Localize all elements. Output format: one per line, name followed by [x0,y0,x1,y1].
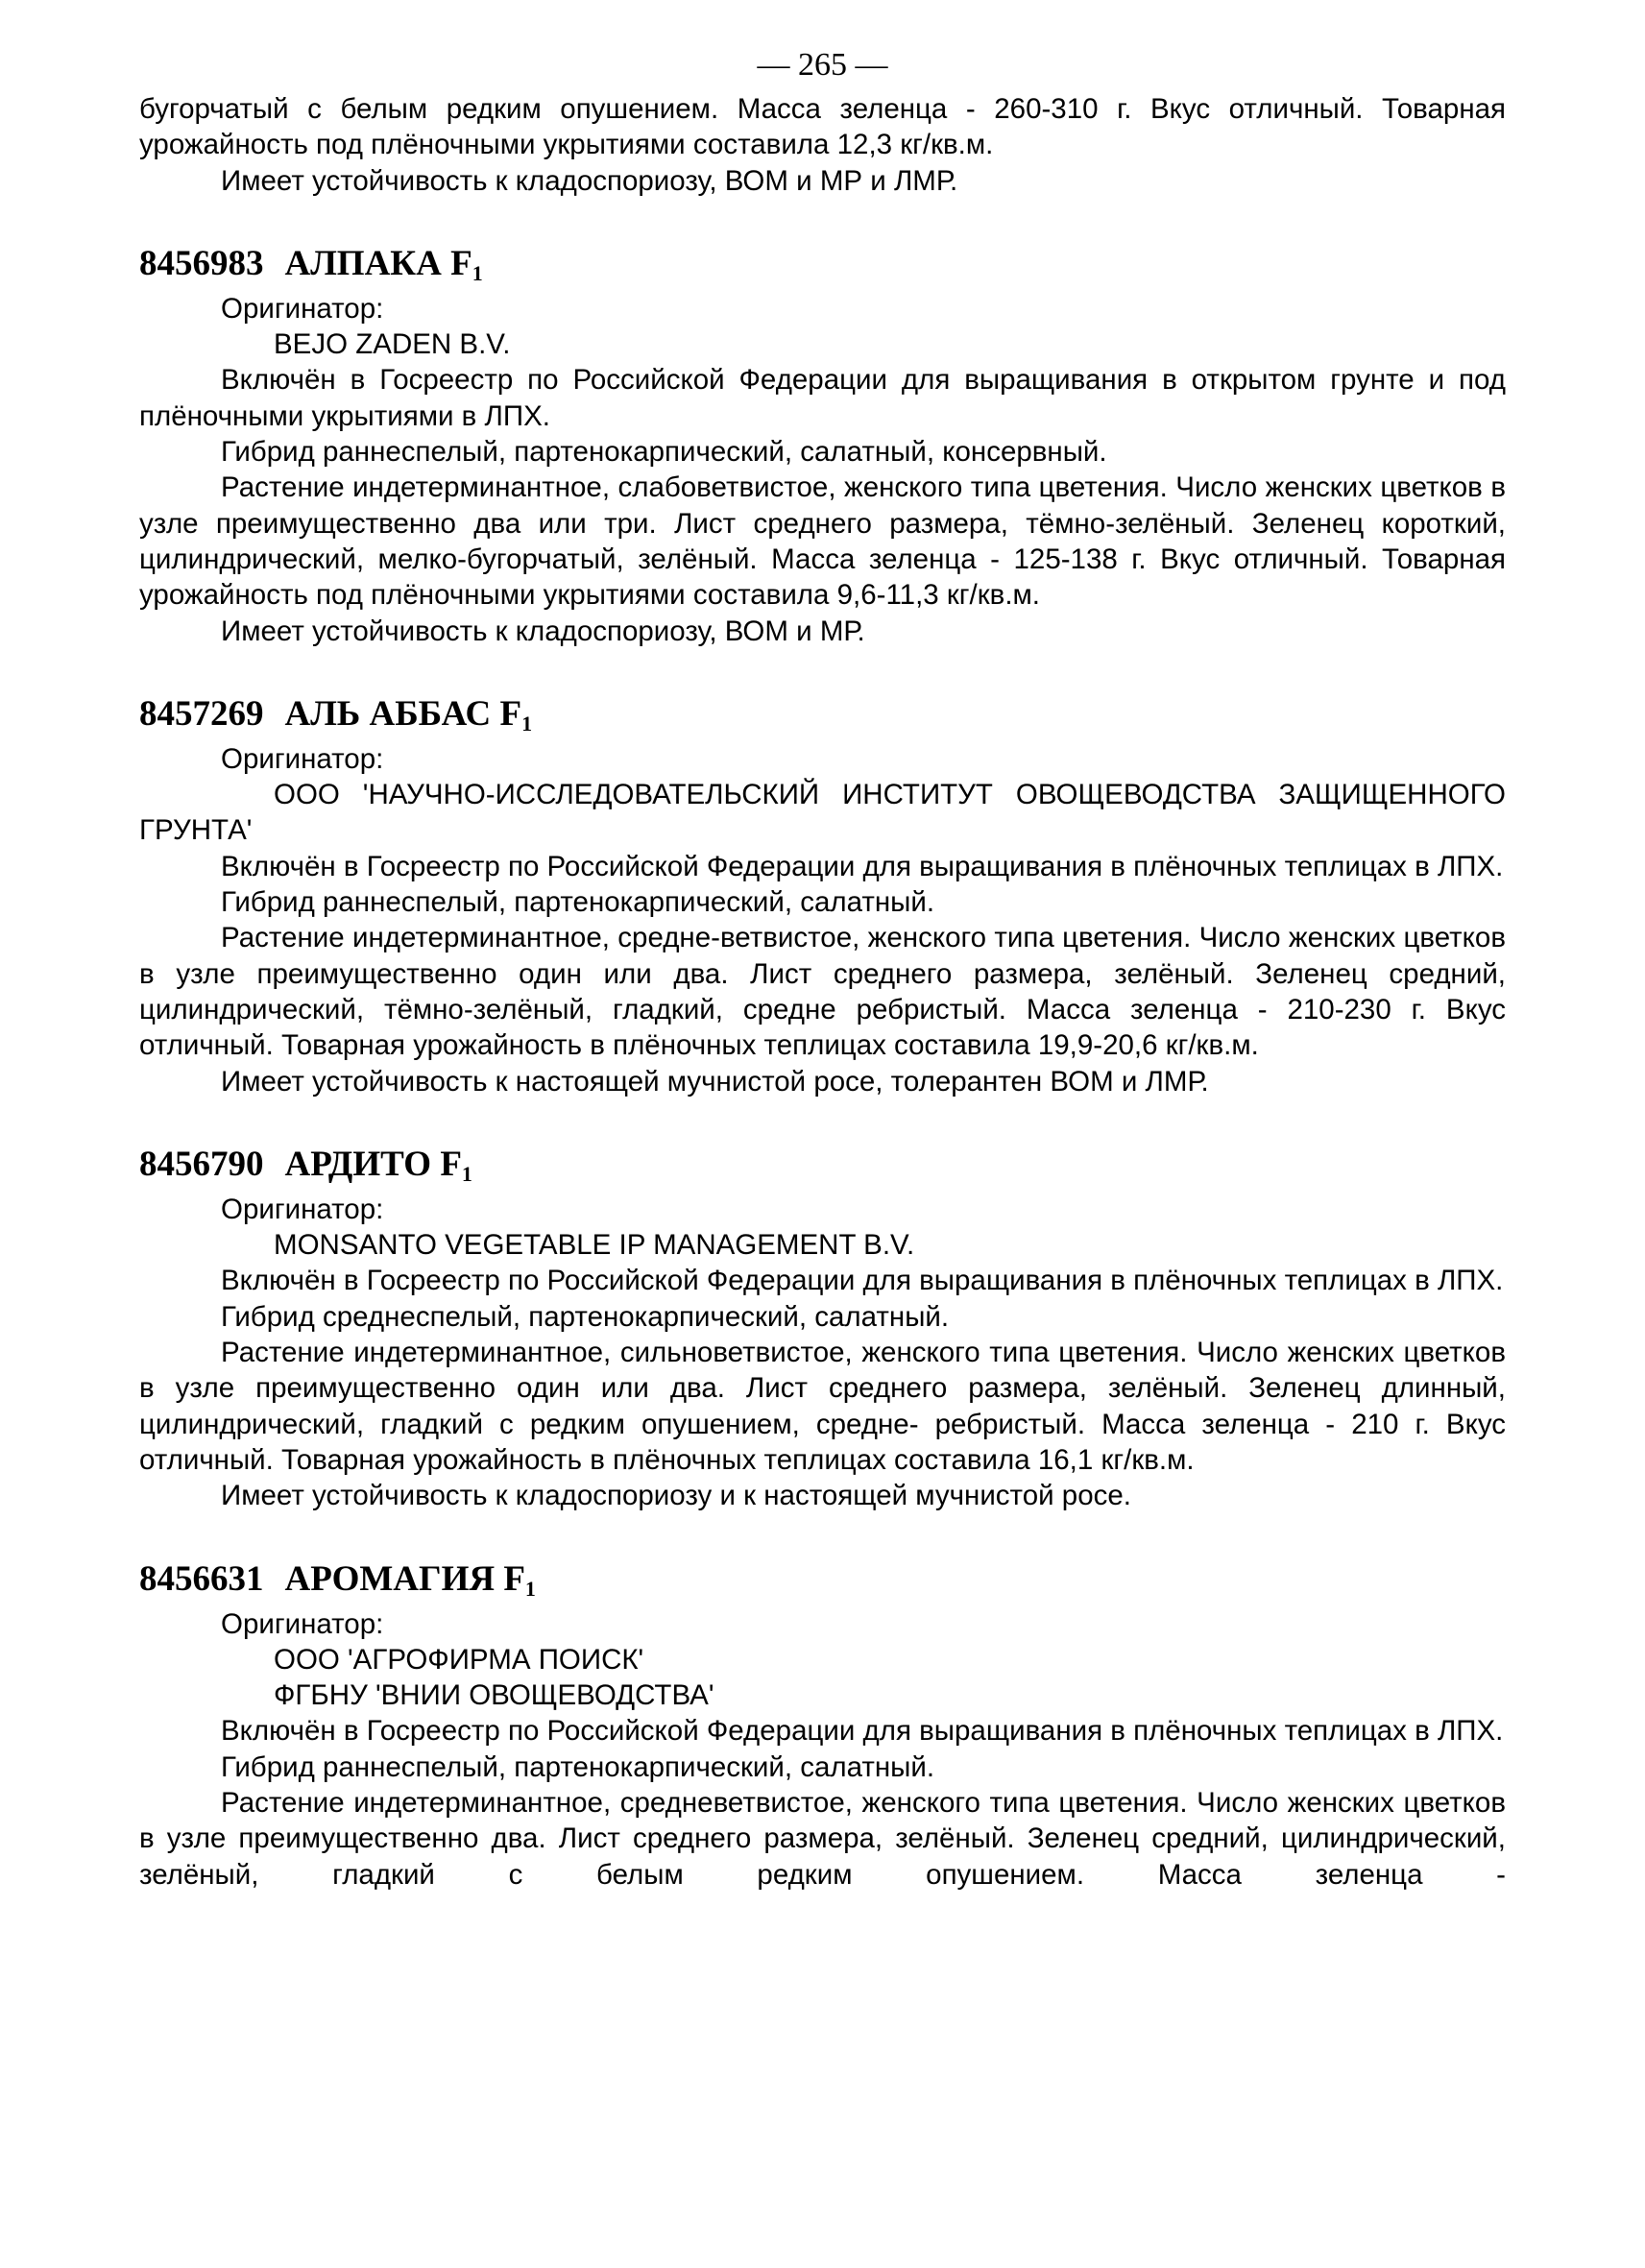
registry-text: Включён в Госреестр по Российской Федерации для выращивания в плёночных теплицах в ЛПХ. [221,1715,1504,1748]
originator-label: Оригинатор: [221,292,384,325]
entry-name: АРОМАГИЯ F [284,1558,525,1599]
entry-subscript: 1 [524,1576,536,1601]
hybrid-text: Гибрид раннеспелый, партенокарпический, салатный. [221,886,935,919]
intro-resistance: Имеет устойчивость к кладоспориозу, ВОМ и МР и ЛМР. [221,164,958,197]
resistance-text: Имеет устойчивость к кладоспориозу, ВОМ и МР. [221,615,865,647]
entry-subscript: 1 [472,260,483,285]
entry-code: 8457269 [139,693,264,734]
entry-name: АЛЬ АББАС F [284,693,522,734]
originator-label: Оригинатор: [221,742,384,775]
description-text: Растение индетерминантное, средне-ветвистое, женского типа цветения. Число женских цветков в узле преимущественно один или два. Лист среднего размера, зелёный. Зеленец средний, цилиндрический, тёмно-зелёный, гладкий, средне ребристый. Масса зеленца - 210-230 г. Вкус отличный. Товарная урожайность в плёночных теплицах составила 19,9-20,6 кг/кв.м. [139,922,1506,1062]
resistance-text: Имеет устойчивость к кладоспориозу и к настоящей мучнистой росе. [221,1480,1131,1512]
entry-subscript: 1 [521,711,533,736]
entry-code: 8456790 [139,1144,264,1184]
originator-name: ООО 'НАУЧНО-ИССЛЕДОВАТЕЛЬСКИЙ ИНСТИТУТ ОВОЩЕВОДСТВА ЗАЩИЩЕННОГО ГРУНТА' [139,779,1506,847]
entry-subscript: 1 [461,1161,472,1186]
entry-code: 8456631 [139,1558,264,1599]
entry-heading-ardito [139,1144,1506,1186]
entry-heading-al-abbas [139,693,1506,736]
entry-name: АРДИТО F [284,1144,462,1184]
page-number: — 265 — [757,47,888,83]
originator-label: Оригинатор: [221,1193,384,1225]
intro-paragraph: бугорчатый с белым редким опушением. Масса зеленца - 260-310 г. Вкус отличный. Товарная урожайность под плёночными укрытиями составила 12,3 кг/кв.м. [139,93,1506,161]
originator-label: Оригинатор: [221,1607,384,1640]
hybrid-text: Гибрид раннеспелый, партенокарпический, салатный, консервный. [221,436,1107,469]
originator-name: MONSANTO VEGETABLE IP MANAGEMENT B.V. [274,1229,915,1262]
document-page [139,46,1506,1893]
entry-code: 8456983 [139,243,264,283]
description-text: Растение индетерминантное, средневетвистое, женского типа цветения. Число женских цветков в узле преимущественно два. Лист среднего размера, зелёный. Зеленец средний, цилиндрический, зелёный, гладкий с белым редким опушением. Масса зеленца - [139,1786,1506,1891]
description-text: Растение индетерминантное, сильноветвистое, женского типа цветения. Число женских цветков в узле преимущественно один или два. Лист среднего размера, зелёный. Зеленец длинный, цилиндрический, гладкий с редким опушением, средне- ребристый. Масса зеленца - 210 г. Вкус отличный. Товарная урожайность в плёночных теплицах составила 16,1 кг/кв.м. [139,1337,1506,1476]
resistance-text: Имеет устойчивость к настоящей мучнистой росе, толерантен ВОМ и ЛМР. [221,1065,1209,1098]
description-text: Растение индетерминантное, слабоветвистое, женского типа цветения. Число женских цветков в узле преимущественно два или три. Лист среднего размера, тёмно-зелёный. Зеленец короткий, цилиндрический, мелко-бугорчатый, зелёный. Масса зеленца - 125-138 г. Вкус отличный. Товарная урожайность под плёночными укрытиями составила 9,6-11,3 кг/кв.м. [139,471,1506,612]
entry-heading-aromagiya [139,1558,1506,1601]
originator-name: ФГБНУ 'ВНИИ ОВОЩЕВОДСТВА' [274,1679,714,1712]
entry-name: АЛПАКА F [284,243,472,283]
hybrid-text: Гибрид среднеспелый, партенокарпический, салатный. [221,1300,950,1333]
entry-heading-alpaka [139,243,1506,285]
registry-text: Включён в Госреестр по Российской Федерации для выращивания в плёночных теплицах в ЛПХ. [221,850,1504,882]
registry-text: Включён в Госреестр по Российской Федерации для выращивания в плёночных теплицах в ЛПХ. [221,1265,1504,1297]
hybrid-text: Гибрид раннеспелый, партенокарпический, салатный. [221,1750,935,1783]
registry-text: Включён в Госреестр по Российской Федерации для выращивания в открытом грунте и под плёночными укрытиями в ЛПХ. [139,364,1506,432]
originator-name: ООО 'АГРОФИРМА ПОИСК' [274,1643,644,1676]
originator-name: BEJO ZADEN B.V. [274,328,511,361]
